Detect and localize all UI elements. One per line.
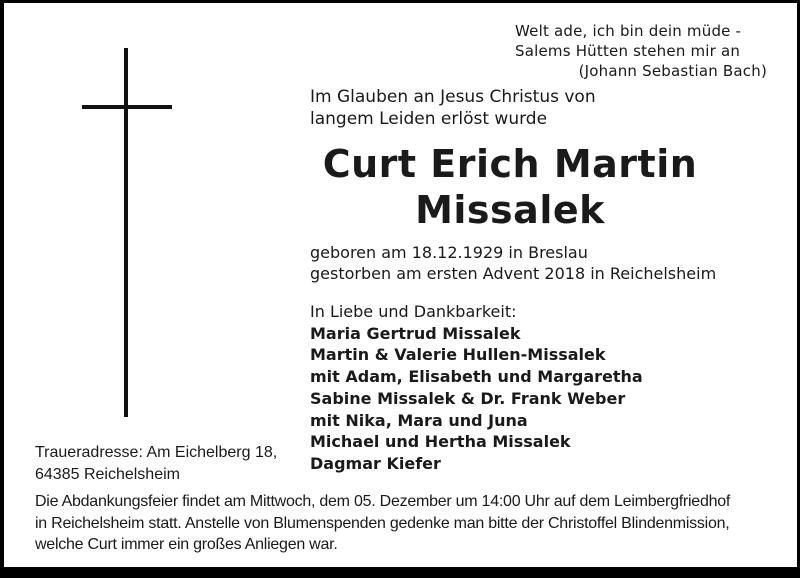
funeral-announcement (35, 491, 780, 556)
deceased-name-line-2: Missalek (415, 188, 605, 232)
mourner-name: Michael und Hertha Missalek (310, 432, 571, 452)
faith-intro (310, 86, 596, 130)
mourner-name: Sabine Missalek & Dr. Frank Weber (310, 388, 626, 408)
funeral-line-1: Die Abdankungsfeier findet am Mittwoch, dem 05. Dezember um 14:00 Uhr auf dem Leimbergfriedhof (35, 493, 731, 510)
quote-line-2: Salems Hütten stehen mir an (515, 42, 741, 60)
life-dates (310, 242, 716, 284)
death-line: gestorben am ersten Advent 2018 in Reichelsheim (310, 264, 717, 283)
deceased-name-line-1: Curt Erich Martin (322, 142, 698, 186)
cross-horizontal-bar (82, 105, 172, 109)
mourning-address-line-2: 64385 Reichelsheim (35, 465, 180, 483)
mourner-name: Maria Gertrud Missalek (310, 323, 521, 343)
mourning-address-line-1: Traueradresse: Am Eichelberg 18, (35, 444, 278, 461)
mourning-address (35, 442, 277, 485)
deceased-name (310, 141, 710, 233)
bach-quote (515, 21, 767, 81)
mourner-name: Martin & Valerie Hullen-Missalek (310, 345, 606, 365)
mourner-name: mit Adam, Elisabeth und Margaretha (310, 367, 643, 387)
funeral-line-3: welche Curt immer ein großes Anliegen war. (35, 536, 338, 553)
intro-line-1: Im Glauben an Jesus Christus von (310, 87, 596, 107)
mourners-heading: In Liebe und Dankbarkeit: (310, 302, 517, 321)
mourners-list (310, 301, 643, 475)
cross-vertical-bar (124, 48, 128, 417)
intro-line-2: langem Leiden erlöst wurde (310, 109, 548, 129)
mourner-name: mit Nika, Mara und Juna (310, 410, 528, 430)
mourner-name: Dagmar Kiefer (310, 453, 441, 473)
quote-attribution: (Johann Sebastian Bach) (578, 62, 767, 80)
birth-line: geboren am 18.12.1929 in Breslau (310, 243, 588, 262)
quote-line-1: Welt ade, ich bin dein müde - (515, 22, 742, 40)
funeral-line-2: in Reichelsheim statt. Anstelle von Blumenspenden gedenke man bitte der Christoffel Blindenmission, (35, 514, 730, 532)
